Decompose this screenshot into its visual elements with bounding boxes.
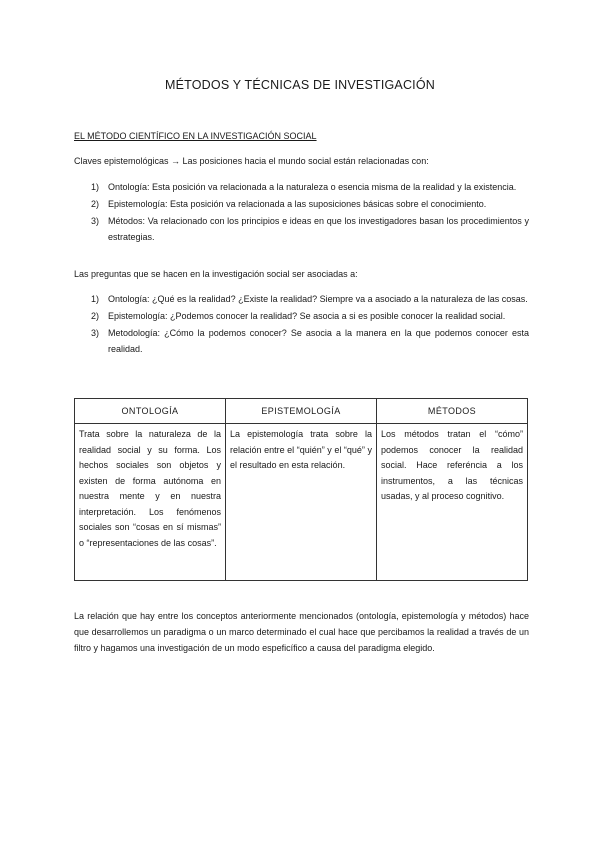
list-item: [74, 197, 529, 213]
list-item-text: Epistemología: Esta posición va relacionada a las suposiciones básicas sobre el conocimiento.: [108, 199, 487, 209]
table-header-metodos: MÉTODOS: [377, 399, 528, 424]
table-header-ontologia: ONTOLOGÍA: [75, 399, 226, 424]
section-heading: EL MÉTODO CIENTÍFICO EN LA INVESTIGACIÓN SOCIAL: [74, 131, 317, 141]
table-cell-ontologia: Trata sobre la naturaleza de la realidad social y su forma. Los hechos sociales son objetos y existen de forma autónoma en nuestra mente y en nuestra interpretación. Los fenómenos sociales son “cosas en sí mismas” o “representaciones de las cosas”.: [75, 424, 226, 581]
list-item-text: Métodos: Va relacionado con los principios e ideas en que los investigadores basan los procedimientos y estrategias.: [108, 216, 529, 242]
intro-paragraph: Claves epistemológicas → Las posiciones hacia el mundo social están relacionadas con:: [74, 156, 429, 166]
list-item: [74, 309, 529, 325]
comparison-table: [74, 398, 528, 581]
list-item: [74, 292, 529, 308]
positions-list: [74, 180, 529, 247]
list-number: 3): [91, 216, 100, 226]
list-number: 2): [91, 311, 100, 321]
table-header-row: [75, 399, 528, 424]
list-item-text: Ontología: Esta posición va relacionada a la naturaleza o esencia misma de la realidad y la existencia.: [108, 182, 517, 192]
list-number: 1): [91, 294, 100, 304]
comparison-table-wrapper: [74, 398, 528, 581]
table-cell-epistemologia: La epistemología trata sobre la relación entre el “quién” y el “qué” y el resultado en esta relación.: [226, 424, 377, 581]
list-item-text: Ontología: ¿Qué es la realidad? ¿Existe la realidad? Siempre va a asociado a la naturaleza de las cosas.: [108, 294, 528, 304]
conclusion-paragraph: La relación que hay entre los conceptos anteriormente mencionados (ontología, epistemología y métodos) hace que desarrollemos un paradigma o un marco determinado el cual hace que percibamos la realidad a través de un filtro y hagamos una investigación de un modo espeficífico a causa del paradigma elegido.: [74, 611, 529, 653]
list-item: [74, 214, 529, 245]
table-header-epistemologia: EPISTEMOLOGÍA: [226, 399, 377, 424]
page-title: MÉTODOS Y TÉCNICAS DE INVESTIGACIÓN: [164, 78, 436, 92]
list-number: 3): [91, 328, 100, 338]
list-item-text: Metodología: ¿Cómo la podemos conocer? Se asocia a la manera en la que podemos conocer esta realidad.: [108, 328, 529, 354]
list-item: [74, 326, 529, 357]
list-number: 1): [91, 182, 100, 192]
table-cell-metodos: Los métodos tratan el “cómo” podemos conocer la realidad social. Hace referéncia a los instrumentos, a las técnicas usadas, y al proceso cognitivo.: [377, 424, 528, 581]
table-row: [75, 424, 528, 581]
list-item: [74, 180, 529, 196]
list-item-text: Epistemología: ¿Podemos conocer la realidad? Se asocia a si es posible conocer la realidad social.: [108, 311, 506, 321]
list-number: 2): [91, 199, 100, 209]
questions-list: [74, 292, 529, 359]
questions-intro-paragraph: Las preguntas que se hacen en la investigación social ser asociadas a:: [74, 269, 358, 279]
